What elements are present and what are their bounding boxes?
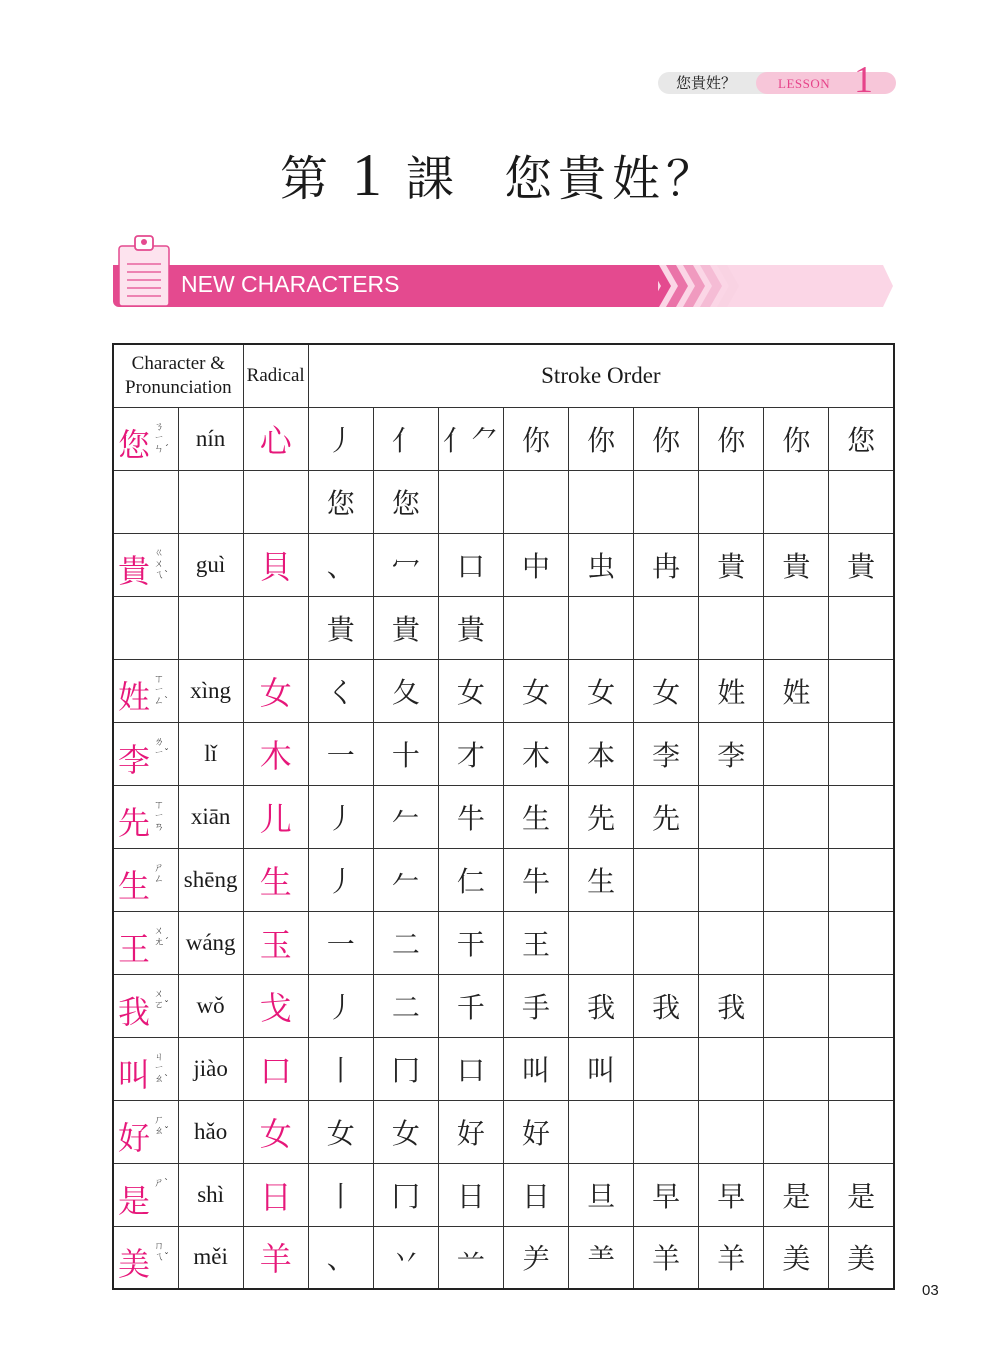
stroke-cell: 夂 — [373, 659, 438, 722]
table-row — [113, 407, 894, 470]
stroke-cell: 你 — [634, 407, 699, 470]
stroke-cell: 手 — [503, 974, 568, 1037]
stroke-cell: 你 — [569, 407, 634, 470]
bopomofo: ㄨㄤˊ — [154, 925, 169, 948]
pinyin-cell: wáng — [178, 911, 243, 974]
stroke-cell: 先 — [569, 785, 634, 848]
bopomofo: ㄒㄧㄥˋ — [154, 673, 169, 707]
stroke-cell — [503, 596, 568, 659]
stroke-cell: 𠂉 — [373, 848, 438, 911]
stroke-cell — [634, 1037, 699, 1100]
radical-cell: 女 — [243, 659, 308, 722]
character-cell — [113, 533, 178, 596]
character-cell — [113, 407, 178, 470]
radical-cell: 女 — [243, 1100, 308, 1163]
lesson-header-tab — [658, 59, 896, 101]
stroke-cell: 我 — [699, 974, 764, 1037]
radical-cell: 貝 — [243, 533, 308, 596]
stroke-cell: 口 — [438, 1037, 503, 1100]
stroke-cell: 一 — [308, 722, 373, 785]
header-character: Character & Pronunciation — [113, 344, 243, 407]
stroke-cell: 您 — [373, 470, 438, 533]
table-row — [113, 1163, 894, 1226]
stroke-cell — [764, 848, 829, 911]
bopomofo: ㄨㄛˇ — [154, 988, 169, 1011]
stroke-cell: 美 — [764, 1226, 829, 1289]
pinyin-cell: shēng — [178, 848, 243, 911]
stroke-cell — [699, 911, 764, 974]
stroke-cell — [829, 722, 894, 785]
table-row — [113, 659, 894, 722]
stroke-cell — [699, 785, 764, 848]
stroke-cell: 丿 — [308, 974, 373, 1037]
radical-cell: 生 — [243, 848, 308, 911]
stroke-cell — [634, 596, 699, 659]
character: 我 — [118, 992, 151, 1031]
radical-cell: 羊 — [243, 1226, 308, 1289]
stroke-cell: 你 — [764, 407, 829, 470]
pinyin-cell — [178, 470, 243, 533]
stroke-cell: 您 — [829, 407, 894, 470]
table-row — [113, 785, 894, 848]
stroke-cell: 是 — [764, 1163, 829, 1226]
stroke-cell: 好 — [438, 1100, 503, 1163]
bopomofo: ㄕˋ — [154, 1177, 169, 1189]
bopomofo: ㄐㄧㄠˋ — [154, 1051, 169, 1085]
radical-cell: 口 — [243, 1037, 308, 1100]
bopomofo: ㄒㄧㄢ — [154, 799, 164, 833]
stroke-cell: 美 — [829, 1226, 894, 1289]
stroke-cell: 丿 — [308, 785, 373, 848]
radical-cell: 儿 — [243, 785, 308, 848]
page-title — [0, 140, 1000, 210]
stroke-cell: 干 — [438, 911, 503, 974]
stroke-cell — [764, 596, 829, 659]
stroke-cell: 冉 — [634, 533, 699, 596]
stroke-cell: 仁 — [438, 848, 503, 911]
stroke-cell — [829, 659, 894, 722]
character-cell — [113, 1037, 178, 1100]
radical-cell: 木 — [243, 722, 308, 785]
stroke-cell: 早 — [699, 1163, 764, 1226]
character-cell — [113, 848, 178, 911]
stroke-cell: 、 — [308, 533, 373, 596]
character-cell — [113, 722, 178, 785]
stroke-cell: 口 — [438, 533, 503, 596]
character-cell — [113, 1100, 178, 1163]
title-suffix: 課 — [405, 151, 460, 207]
stroke-cell: ⺷ — [569, 1226, 634, 1289]
stroke-cell: 早 — [634, 1163, 699, 1226]
new-characters-table — [112, 343, 895, 1290]
stroke-cell: 叫 — [569, 1037, 634, 1100]
stroke-cell: 牛 — [438, 785, 503, 848]
radical-cell — [243, 596, 308, 659]
stroke-cell — [569, 470, 634, 533]
pinyin-cell: nín — [178, 407, 243, 470]
clipboard-icon — [117, 232, 175, 308]
character: 叫 — [118, 1055, 151, 1094]
stroke-cell: 姓 — [764, 659, 829, 722]
stroke-cell — [829, 848, 894, 911]
stroke-cell — [569, 1100, 634, 1163]
bopomofo: ㄌㄧˇ — [154, 736, 169, 759]
character: 美 — [118, 1244, 151, 1283]
pinyin-cell: xiān — [178, 785, 243, 848]
table-row — [113, 848, 894, 911]
stroke-cell — [829, 911, 894, 974]
character-cell — [113, 785, 178, 848]
stroke-cell: 日 — [438, 1163, 503, 1226]
stroke-cell: 貴 — [699, 533, 764, 596]
stroke-cell: 丷 — [373, 1226, 438, 1289]
stroke-cell: 女 — [373, 1100, 438, 1163]
stroke-cell — [699, 596, 764, 659]
table-row — [113, 533, 894, 596]
stroke-cell — [829, 1100, 894, 1163]
stroke-cell: 一 — [308, 911, 373, 974]
character-cell — [113, 470, 178, 533]
stroke-cell: 旦 — [569, 1163, 634, 1226]
pinyin-cell: hǎo — [178, 1100, 243, 1163]
stroke-cell: 女 — [569, 659, 634, 722]
character: 王 — [118, 929, 151, 968]
table-row — [113, 1226, 894, 1289]
lesson-label: LESSON — [778, 76, 831, 91]
stroke-cell — [634, 911, 699, 974]
pinyin-cell: jiào — [178, 1037, 243, 1100]
page-number: 03 — [922, 1282, 939, 1299]
bopomofo: ㄇㄟˇ — [154, 1240, 169, 1263]
stroke-cell: 虫 — [569, 533, 634, 596]
table-row — [113, 470, 894, 533]
stroke-cell: ⺶ — [503, 1226, 568, 1289]
stroke-cell: 女 — [438, 659, 503, 722]
character-cell — [113, 1226, 178, 1289]
stroke-cell: 才 — [438, 722, 503, 785]
stroke-cell — [764, 1037, 829, 1100]
character-cell — [113, 911, 178, 974]
stroke-cell: 女 — [308, 1100, 373, 1163]
character: 是 — [118, 1181, 151, 1220]
radical-cell: 玉 — [243, 911, 308, 974]
stroke-cell — [438, 470, 503, 533]
stroke-cell: 李 — [634, 722, 699, 785]
stroke-cell: 我 — [634, 974, 699, 1037]
stroke-cell — [764, 470, 829, 533]
stroke-cell: 貴 — [438, 596, 503, 659]
stroke-cell — [829, 785, 894, 848]
table-row — [113, 1037, 894, 1100]
stroke-cell — [829, 1037, 894, 1100]
stroke-cell: 女 — [634, 659, 699, 722]
stroke-cell: 十 — [373, 722, 438, 785]
table-row — [113, 974, 894, 1037]
stroke-cell: 冂 — [373, 1163, 438, 1226]
stroke-cell — [764, 974, 829, 1037]
stroke-cell: 我 — [569, 974, 634, 1037]
character: 好 — [118, 1118, 151, 1157]
stroke-cell — [634, 470, 699, 533]
stroke-cell: 女 — [503, 659, 568, 722]
stroke-cell — [634, 848, 699, 911]
stroke-cell — [699, 848, 764, 911]
banner-label: NEW CHARACTERS — [181, 271, 400, 297]
stroke-cell: 您 — [308, 470, 373, 533]
stroke-cell: 羊 — [699, 1226, 764, 1289]
pinyin-cell: wǒ — [178, 974, 243, 1037]
stroke-cell — [829, 974, 894, 1037]
stroke-cell — [569, 596, 634, 659]
character: 先 — [118, 803, 151, 842]
stroke-cell: 日 — [503, 1163, 568, 1226]
stroke-cell: 二 — [373, 974, 438, 1037]
stroke-cell: 亻⺈ — [438, 407, 503, 470]
header-stroke-order: Stroke Order — [308, 344, 894, 407]
stroke-cell — [569, 911, 634, 974]
stroke-cell: 本 — [569, 722, 634, 785]
stroke-cell — [699, 1100, 764, 1163]
stroke-cell: 冖 — [373, 533, 438, 596]
stroke-cell — [503, 470, 568, 533]
pinyin-cell: guì — [178, 533, 243, 596]
lesson-number: 1 — [854, 59, 873, 101]
character: 您 — [118, 425, 151, 464]
stroke-cell: 、 — [308, 1226, 373, 1289]
radical-cell: 戈 — [243, 974, 308, 1037]
radical-cell — [243, 470, 308, 533]
character: 生 — [118, 866, 151, 905]
stroke-cell: 冂 — [373, 1037, 438, 1100]
table-row — [113, 1100, 894, 1163]
chevron-right-icon — [717, 265, 739, 307]
header-radical: Radical — [243, 344, 308, 407]
stroke-cell: 貴 — [764, 533, 829, 596]
stroke-cell: 木 — [503, 722, 568, 785]
stroke-cell: 叫 — [503, 1037, 568, 1100]
stroke-cell: く — [308, 659, 373, 722]
stroke-cell — [634, 1100, 699, 1163]
stroke-cell: 䒑 — [438, 1226, 503, 1289]
character: 貴 — [118, 551, 151, 590]
stroke-cell — [829, 470, 894, 533]
lesson-header-title: 您貴姓？ — [658, 72, 768, 94]
stroke-cell: 丿 — [308, 848, 373, 911]
title-number: 1 — [351, 142, 388, 208]
bopomofo: ㄏㄠˇ — [154, 1114, 169, 1137]
character-cell — [113, 974, 178, 1037]
stroke-cell: 貴 — [373, 596, 438, 659]
pinyin-cell: xìng — [178, 659, 243, 722]
character-cell — [113, 659, 178, 722]
stroke-cell — [764, 722, 829, 785]
stroke-cell: 王 — [503, 911, 568, 974]
stroke-cell — [764, 1100, 829, 1163]
radical-cell: 日 — [243, 1163, 308, 1226]
stroke-cell: 貴 — [308, 596, 373, 659]
pinyin-cell — [178, 596, 243, 659]
character-cell — [113, 596, 178, 659]
stroke-cell — [829, 596, 894, 659]
stroke-cell: 羊 — [634, 1226, 699, 1289]
stroke-cell: 丨 — [308, 1037, 373, 1100]
stroke-cell — [699, 1037, 764, 1100]
stroke-cell: 你 — [503, 407, 568, 470]
title-name: 您貴姓？ — [504, 151, 721, 207]
character: 李 — [118, 740, 151, 779]
table-row — [113, 911, 894, 974]
stroke-cell: 𠂉 — [373, 785, 438, 848]
character: 姓 — [118, 677, 151, 716]
stroke-cell — [764, 785, 829, 848]
stroke-cell: 生 — [503, 785, 568, 848]
stroke-cell — [764, 911, 829, 974]
pinyin-cell: měi — [178, 1226, 243, 1289]
stroke-cell: 千 — [438, 974, 503, 1037]
stroke-cell: 貴 — [829, 533, 894, 596]
character-cell — [113, 1163, 178, 1226]
stroke-cell: 牛 — [503, 848, 568, 911]
bopomofo: ㄋㄧㄣˊ — [154, 421, 169, 455]
table-row — [113, 722, 894, 785]
stroke-cell: 李 — [699, 722, 764, 785]
stroke-cell: 好 — [503, 1100, 568, 1163]
title-prefix: 第 — [279, 151, 334, 207]
stroke-cell: 丨 — [308, 1163, 373, 1226]
stroke-cell: 亻 — [373, 407, 438, 470]
bopomofo: ㄍㄨㄟˋ — [154, 547, 169, 581]
stroke-cell: 生 — [569, 848, 634, 911]
stroke-cell: 是 — [829, 1163, 894, 1226]
section-banner — [113, 263, 895, 309]
stroke-cell: 丿 — [308, 407, 373, 470]
stroke-cell: 你 — [699, 407, 764, 470]
stroke-cell — [699, 470, 764, 533]
stroke-cell: 二 — [373, 911, 438, 974]
bopomofo: ㄕㄥ — [154, 862, 164, 885]
stroke-cell: 姓 — [699, 659, 764, 722]
stroke-cell: 中 — [503, 533, 568, 596]
pinyin-cell: shì — [178, 1163, 243, 1226]
table-row — [113, 596, 894, 659]
stroke-cell: 先 — [634, 785, 699, 848]
radical-cell: 心 — [243, 407, 308, 470]
pinyin-cell: lǐ — [178, 722, 243, 785]
